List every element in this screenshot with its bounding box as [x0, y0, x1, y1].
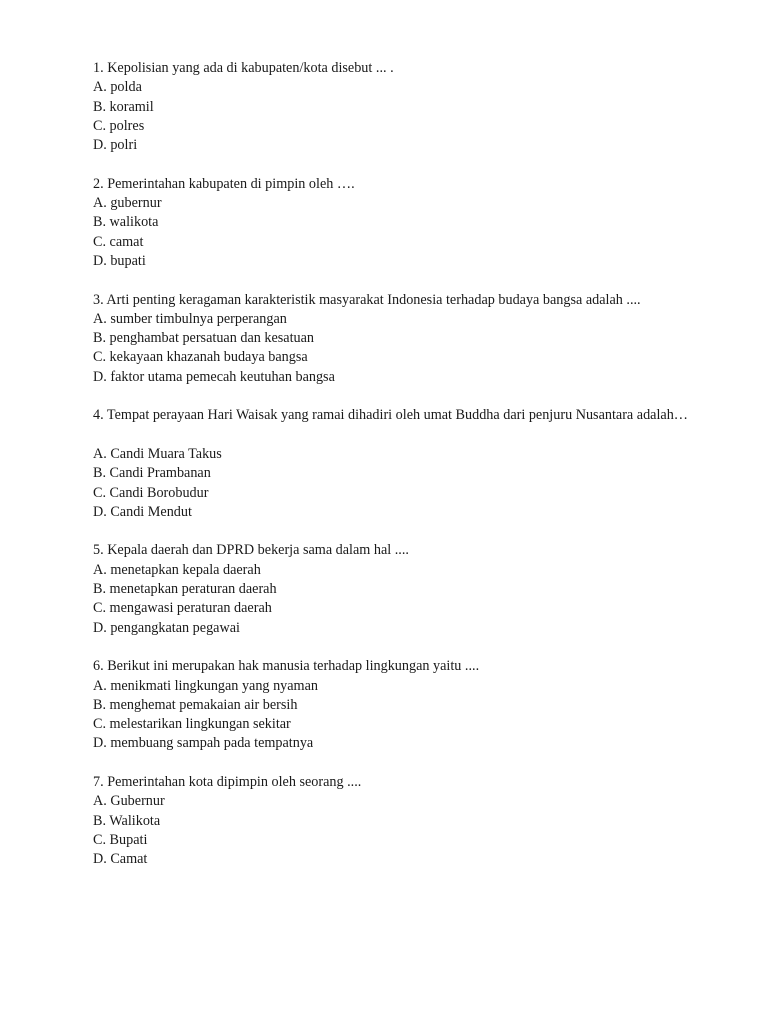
- options-list: [93, 78, 693, 155]
- option-d: D. membuang sampah pada tempatnya: [93, 735, 314, 752]
- option-c: C. melestarikan lingkungan sekitar: [93, 716, 291, 733]
- blank-line: [93, 426, 693, 445]
- question-text: 3. Arti penting keragaman karakteristik masyarakat Indonesia terhadap budaya bangsa adalah ....: [93, 291, 641, 308]
- options-list: [93, 445, 693, 522]
- option-d: D. bupati: [93, 252, 146, 269]
- options-list: [93, 194, 693, 271]
- option-b: B. koramil: [93, 98, 154, 115]
- question-text: 2. Pemerintahan kabupaten di pimpin oleh ….: [93, 175, 355, 192]
- option-c: C. Candi Borobudur: [93, 484, 209, 501]
- question-text: 1. Kepolisian yang ada di kabupaten/kota disebut ... .: [93, 60, 394, 76]
- options-list: [93, 310, 693, 387]
- question-2: [93, 175, 693, 271]
- document-page: [93, 59, 693, 889]
- question-3: [93, 291, 693, 387]
- question-6: [93, 657, 693, 753]
- option-b: B. Candi Prambanan: [93, 465, 211, 482]
- option-a: A. Gubernur: [93, 793, 165, 810]
- option-d: D. faktor utama pemecah keutuhan bangsa: [93, 368, 335, 385]
- question-7: [93, 773, 693, 869]
- options-list: [93, 677, 693, 754]
- option-c: C. mengawasi peraturan daerah: [93, 600, 272, 617]
- question-5: [93, 541, 693, 637]
- option-c: C. kekayaan khazanah budaya bangsa: [93, 349, 308, 366]
- option-c: C. camat: [93, 233, 144, 250]
- option-d: D. polri: [93, 137, 138, 154]
- option-a: A. polda: [93, 79, 142, 96]
- options-list: [93, 561, 693, 638]
- option-b: B. Walikota: [93, 812, 161, 829]
- option-a: A. menikmati lingkungan yang nyaman: [93, 677, 318, 694]
- option-a: A. menetapkan kepala daerah: [93, 561, 261, 578]
- option-d: D. Candi Mendut: [93, 503, 192, 520]
- option-a: A. gubernur: [93, 195, 162, 212]
- option-a: A. Candi Muara Takus: [93, 445, 222, 462]
- option-b: B. menetapkan peraturan daerah: [93, 581, 277, 598]
- option-b: B. menghemat pemakaian air bersih: [93, 696, 298, 713]
- option-b: B. walikota: [93, 214, 159, 231]
- option-a: A. sumber timbulnya perperangan: [93, 310, 287, 327]
- question-text: 6. Berikut ini merupakan hak manusia terhadap lingkungan yaitu ....: [93, 658, 480, 675]
- option-c: C. Bupati: [93, 831, 148, 848]
- option-c: C. polres: [93, 117, 145, 134]
- option-d: D. Camat: [93, 851, 148, 868]
- question-4: [93, 406, 693, 522]
- question-text: 7. Pemerintahan kota dipimpin oleh seorang ....: [93, 773, 362, 790]
- options-list: [93, 792, 693, 869]
- option-b: B. penghambat persatuan dan kesatuan: [93, 330, 315, 347]
- question-text: 4. Tempat perayaan Hari Waisak yang ramai dihadiri oleh umat Buddha dari penjuru Nusantara adalah…: [93, 407, 688, 424]
- option-d: D. pengangkatan pegawai: [93, 619, 240, 636]
- question-1: [93, 59, 693, 155]
- question-text: 5. Kepala daerah dan DPRD bekerja sama dalam hal ....: [93, 542, 409, 559]
